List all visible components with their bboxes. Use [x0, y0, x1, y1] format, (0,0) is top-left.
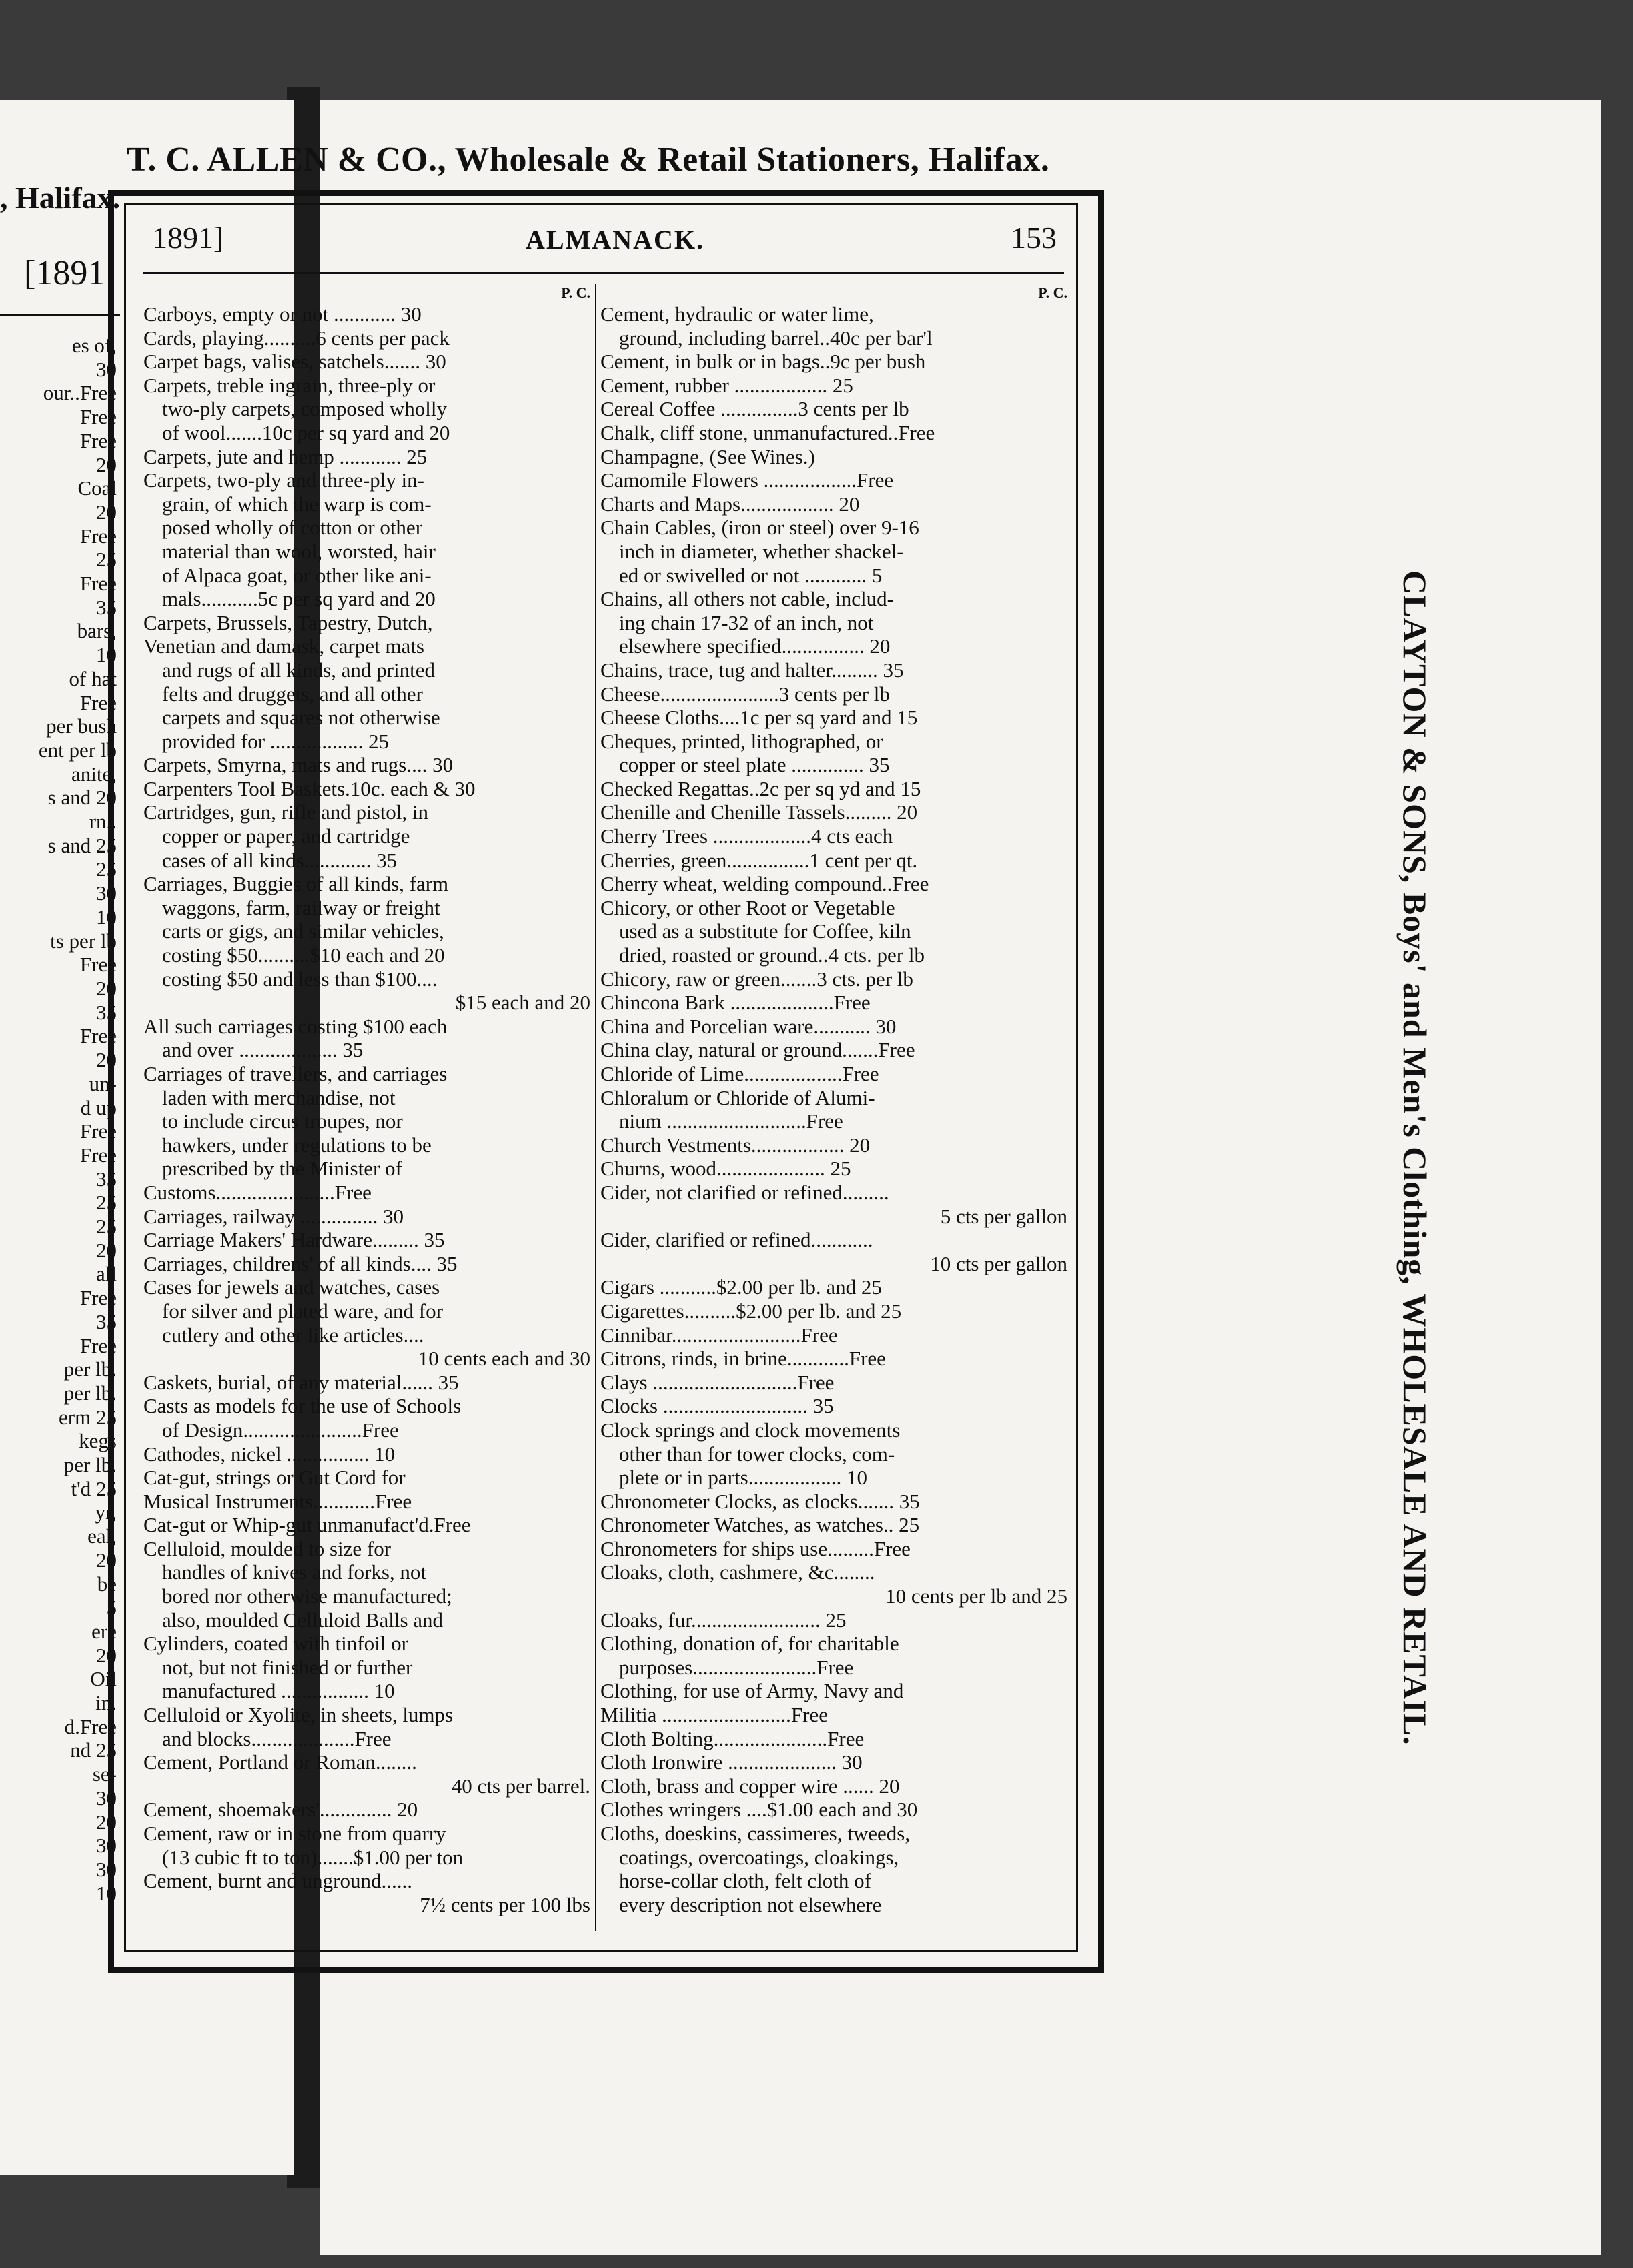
tariff-line: Church Vestments.................. 20	[600, 1133, 871, 1157]
tariff-line: Cases for jewels and watches, cases	[143, 1275, 440, 1299]
tariff-line: 35	[96, 1167, 117, 1191]
tariff-line: provided for .................. 25	[162, 729, 390, 753]
tariff-line: se-	[92, 1762, 117, 1786]
tariff-line: waggons, farm, railway or freight	[162, 895, 440, 919]
tariff-line: Carriage Makers' Hardware......... 35	[143, 1228, 445, 1252]
tariff-line: Clays ............................Free	[600, 1370, 835, 1394]
tariff-line: Cement, shoemakers'.............. 20	[143, 1798, 418, 1822]
tariff-line: Chloralum or Chloride of Alumi-	[600, 1085, 875, 1109]
tariff-line: 30	[96, 1858, 117, 1881]
tariff-line: per bush	[46, 714, 117, 738]
tariff-line: un-	[89, 1071, 117, 1095]
tariff-line: Clothing, for use of Army, Navy and	[600, 1679, 904, 1703]
tariff-line: Carpenters Tool Baskets.10c. each & 30	[143, 776, 476, 800]
tariff-line: Carboys, empty or not ............ 30	[143, 302, 422, 326]
tariff-line: Cement, in bulk or in bags..9c per bush	[600, 350, 926, 374]
tariff-line: Carpets, Smyrna, mats and rugs.... 30	[143, 753, 454, 777]
tariff-line: Clothes wringers ....$1.00 each and 30	[600, 1798, 918, 1822]
tariff-line: Free	[79, 690, 117, 714]
tariff-line: Cylinders, coated with tinfoil or	[143, 1632, 408, 1656]
tariff-line: two-ply carpets, composed wholly	[162, 397, 448, 421]
tariff-line: Free	[79, 1286, 117, 1310]
tariff-line: Churns, wood..................... 25	[600, 1157, 851, 1181]
tariff-line: Cement, Portland or Roman........	[143, 1750, 417, 1774]
left-page-rule	[0, 314, 120, 316]
tariff-line: Checked Regattas..2c per sq yd and 15	[600, 776, 921, 800]
tariff-line: Chains, all others not cable, includ-	[600, 587, 894, 611]
tariff-line: copper or steel plate .............. 35	[619, 753, 890, 777]
tariff-line: copper or paper, and cartridge	[162, 824, 410, 848]
tariff-line: Cement, rubber .................. 25	[600, 373, 853, 397]
tariff-line: 10	[96, 1881, 117, 1905]
tariff-line: kegs	[79, 1429, 117, 1453]
tariff-line: per lb.	[63, 1357, 117, 1381]
tariff-line: inch in diameter, whether shackel-	[619, 539, 904, 563]
tariff-line: anite,	[71, 762, 117, 786]
tariff-line: Cigars ...........$2.00 per lb. and 25	[600, 1275, 882, 1299]
tariff-line: Musical Instruments............Free	[143, 1489, 412, 1513]
tariff-line: Cloth Bolting......................Free	[600, 1726, 865, 1750]
tariff-line: yr,	[95, 1500, 117, 1524]
tariff-line: Carpet bags, valises, satchels....... 30	[143, 350, 446, 374]
tariff-line: 10 cts per gallon	[930, 1251, 1067, 1275]
tariff-line: 30	[96, 1786, 117, 1810]
tariff-line: Cloth Ironwire ..................... 30	[600, 1750, 863, 1774]
tariff-line: not, but not finished or further	[162, 1655, 413, 1679]
tariff-line: Cathodes, nickel ................ 10	[143, 1442, 396, 1466]
tariff-line: 10 cents per lb and 25	[885, 1584, 1067, 1608]
tariff-line: Chloride of Lime...................Free	[600, 1062, 879, 1085]
tariff-line: Citrons, rinds, in brine............Free	[600, 1347, 886, 1371]
tariff-line: 25	[96, 857, 117, 881]
header-rule	[143, 272, 1064, 274]
tariff-line: other than for tower clocks, com-	[619, 1442, 895, 1466]
tariff-line: Cartridges, gun, rifle and pistol, in	[143, 800, 429, 824]
tariff-line: all	[96, 1262, 117, 1286]
tariff-line: bored nor otherwise manufactured;	[162, 1584, 452, 1608]
left-column	[143, 284, 590, 1916]
tariff-line: 5	[106, 1596, 117, 1620]
tariff-line: 25	[96, 548, 117, 572]
tariff-line: be	[97, 1572, 117, 1596]
tariff-line: 5 cts per gallon	[940, 1204, 1067, 1228]
running-head-year: 1891]	[152, 221, 224, 255]
tariff-line: nium ...........................Free	[619, 1109, 843, 1133]
tariff-line: our..Free	[43, 381, 117, 405]
tariff-line: elsewhere specified................ 20	[619, 634, 891, 658]
tariff-line: d.Free	[64, 1714, 117, 1738]
tariff-line: carpets and squares not otherwise	[162, 706, 440, 730]
tariff-line: Chicory, or other Root or Vegetable	[600, 895, 895, 919]
tariff-line: Cloths, doeskins, cassimeres, tweeds,	[600, 1822, 911, 1845]
tariff-line: Clocks ............................ 35	[600, 1394, 834, 1418]
tariff-line: hawkers, under regulations to be	[162, 1133, 432, 1157]
tariff-line: Chenille and Chenille Tassels......... 20	[600, 800, 918, 824]
tariff-line: to include circus troupes, nor	[162, 1109, 403, 1133]
tariff-line: posed wholly of cotton or other	[162, 516, 423, 540]
tariff-line: Coal	[77, 476, 117, 500]
tariff-line: cutlery and other like articles....	[162, 1323, 424, 1347]
tariff-line: 20	[96, 1810, 117, 1834]
tariff-line: cases of all kinds............. 35	[162, 848, 398, 872]
tariff-line: Free	[79, 1333, 117, 1357]
tariff-line: used as a substitute for Coffee, kiln	[619, 919, 911, 943]
tariff-line: of hat	[69, 666, 117, 690]
tariff-line: erm 25	[59, 1405, 117, 1429]
left-page-year: [1891	[24, 254, 105, 292]
tariff-line: Free	[79, 572, 117, 596]
tariff-line: material than wool, worsted, hair	[162, 539, 436, 563]
tariff-line: es of,	[71, 334, 117, 357]
tariff-line: 25	[96, 1215, 117, 1239]
tariff-line: Chronometer Clocks, as clocks....... 35	[600, 1489, 920, 1513]
tariff-line: bars,	[77, 619, 117, 643]
tariff-line: ed or swivelled or not ............ 5	[619, 563, 883, 587]
tariff-line: Caskets, burial, of any material...... 35	[143, 1370, 459, 1394]
running-head	[152, 220, 1057, 267]
tariff-line: of Alpaca goat, or other like ani-	[162, 563, 432, 587]
tariff-line: Venetian and damask, carpet mats	[143, 634, 424, 658]
column-divider	[595, 284, 596, 1931]
tariff-line: 20	[96, 1643, 117, 1667]
tariff-line: ground, including barrel..40c per bar'l	[619, 326, 933, 350]
tariff-line: Cat-gut, strings or Gut Cord for	[143, 1466, 406, 1490]
tariff-line: Carriages of travellers, and carriages	[143, 1062, 448, 1085]
tariff-line: Cement, burnt and unground......	[143, 1869, 412, 1893]
tariff-line: Free	[79, 428, 117, 452]
tariff-line: China clay, natural or ground.......Free	[600, 1038, 915, 1062]
tariff-line: 7½ cents per 100 lbs	[420, 1892, 590, 1916]
tariff-line: handles of knives and forks, not	[162, 1560, 427, 1584]
tariff-line: Chalk, cliff stone, unmanufactured..Free	[600, 420, 935, 444]
tariff-line: Cigarettes..........$2.00 per lb. and 25	[600, 1299, 902, 1323]
tariff-line: in.	[95, 1691, 117, 1715]
tariff-line: rn..	[89, 810, 117, 834]
tariff-line: 20	[96, 1238, 117, 1262]
tariff-line: Carriages, childrens' of all kinds.... 35	[143, 1251, 458, 1275]
tariff-line: grain, of which the warp is com-	[162, 492, 432, 516]
tariff-line: s and 20	[47, 786, 117, 810]
tariff-line: purposes........................Free	[619, 1655, 854, 1679]
tariff-line: Cloaks, fur......................... 25	[600, 1608, 847, 1632]
tariff-line: Oil	[90, 1667, 117, 1691]
tariff-line: per lb.	[63, 1453, 117, 1477]
tariff-line: horse-collar cloth, felt cloth of	[619, 1869, 871, 1893]
tariff-line: 20	[96, 976, 117, 1000]
running-head-title: ALMANACK.	[526, 225, 704, 255]
tariff-line: eal,	[87, 1524, 117, 1548]
left-page-text	[0, 334, 117, 1905]
tariff-line: ing chain 17-32 of an inch, not	[619, 610, 874, 634]
tariff-line: Cider, clarified or refined............	[600, 1228, 873, 1252]
page-header: T. C. ALLEN & CO., Wholesale & Retail Stationers, Halifax.	[127, 141, 1050, 179]
tariff-line: carts or gigs, and similar vehicles,	[162, 919, 444, 943]
tariff-line: Cloaks, cloth, cashmere, &c........	[600, 1560, 875, 1584]
tariff-line: ts per lb	[50, 929, 117, 953]
tariff-line: 10 cents each and 30	[418, 1347, 590, 1371]
tariff-line: Carpets, treble ingrain, three-ply or	[143, 373, 436, 397]
tariff-line: ent per lb	[38, 738, 117, 762]
tariff-line: Casts as models for the use of Schools	[143, 1394, 462, 1418]
tariff-line: Charts and Maps.................. 20	[600, 492, 860, 516]
tariff-line: Cinnibar.........................Free	[600, 1323, 838, 1347]
tariff-line: Carpets, Brussels, Tapestry, Dutch,	[143, 610, 433, 634]
tariff-line: Cat-gut or Whip-gut unmanufact'd.Free	[143, 1513, 471, 1537]
tariff-line: 10	[96, 643, 117, 667]
tariff-line: also, moulded Celluloid Balls and	[162, 1608, 444, 1632]
tariff-line: 20	[96, 452, 117, 476]
tariff-line: Chain Cables, (iron or steel) over 9-16	[600, 516, 919, 540]
tariff-line: Free	[79, 405, 117, 429]
tariff-line: for silver and plated ware, and for	[162, 1299, 443, 1323]
tariff-line: ere	[91, 1619, 117, 1643]
tariff-line: and rugs of all kinds, and printed	[162, 658, 435, 682]
pc-heading-right: P. C.	[1038, 284, 1067, 301]
tariff-line: Cloth, brass and copper wire ...... 20	[600, 1774, 900, 1798]
tariff-line: (13 cubic ft to ton).......$1.00 per ton	[162, 1845, 464, 1869]
tariff-line: costing $50..........$10 each and 20	[162, 943, 445, 967]
tariff-line: $15 each and 20	[455, 991, 590, 1015]
tariff-line: Cereal Coffee ...............3 cents per lb	[600, 397, 909, 421]
tariff-line: Chincona Bark ....................Free	[600, 991, 871, 1015]
tariff-line: 10	[96, 905, 117, 929]
tariff-line: mals...........5c per sq yard and 20	[162, 587, 436, 611]
tariff-line: 20	[96, 1048, 117, 1072]
tariff-line: Cheques, printed, lithographed, or	[600, 729, 883, 753]
tariff-line: of wool.......10c per sq yard and 20	[162, 420, 450, 444]
tariff-line: Chains, trace, tug and halter......... 35	[600, 658, 904, 682]
tariff-line: Carpets, two-ply and three-ply in-	[143, 468, 424, 492]
tariff-line: 35	[96, 595, 117, 619]
tariff-line: prescribed by the Minister of	[162, 1157, 402, 1181]
tariff-line: Cider, not clarified or refined.........	[600, 1180, 889, 1204]
tariff-line: 25	[96, 1191, 117, 1215]
tariff-line: Celluloid or Xyolite, in sheets, lumps	[143, 1703, 454, 1727]
tariff-line: Cheese Cloths....1c per sq yard and 15	[600, 706, 918, 730]
tariff-line: Clothing, donation of, for charitable	[600, 1632, 899, 1656]
tariff-line: 30	[96, 881, 117, 905]
tariff-line: Clock springs and clock movements	[600, 1418, 901, 1442]
tariff-line: Cards, playing..........6 cents per pack	[143, 326, 450, 350]
tariff-line: laden with merchandise, not	[162, 1085, 396, 1109]
tariff-line: t'd 25	[71, 1476, 117, 1500]
tariff-line: 20	[96, 1548, 117, 1572]
tariff-line: manufactured ................. 10	[162, 1679, 395, 1703]
tariff-line: Chicory, raw or green.......3 cts. per lb	[600, 967, 913, 991]
tariff-line: Free	[79, 1119, 117, 1143]
tariff-line: Free	[79, 1143, 117, 1167]
tariff-line: Camomile Flowers ..................Free	[600, 468, 894, 492]
tariff-line: Carpets, jute and hemp ............ 25	[143, 444, 428, 468]
tariff-line: and over ................... 35	[162, 1038, 364, 1062]
tariff-line: Cement, hydraulic or water lime,	[600, 302, 874, 326]
tariff-line: of Design.......................Free	[162, 1418, 399, 1442]
tariff-line: coatings, overcoatings, cloakings,	[619, 1845, 899, 1869]
tariff-line: Chronometers for ships use.........Free	[600, 1536, 911, 1560]
tariff-line: 20	[96, 500, 117, 524]
left-page-header: , Halifax.	[0, 181, 121, 215]
tariff-line: Free	[79, 953, 117, 977]
tariff-line: felts and druggets, and all other	[162, 682, 423, 706]
pc-heading-left: P. C.	[561, 284, 590, 301]
side-advertisement: CLAYTON & SONS, Boys' and Men's Clothing, WHOLESALE AND RETAIL.	[1396, 570, 1434, 1746]
tariff-line: All such carriages costing $100 each	[143, 1014, 448, 1038]
tariff-line: Carriages, railway ............... 30	[143, 1204, 404, 1228]
tariff-line: and blocks....................Free	[162, 1726, 392, 1750]
tariff-line: dried, roasted or ground..4 cts. per lb	[619, 943, 925, 967]
tariff-line: per lb.	[63, 1381, 117, 1405]
tariff-line: Free	[79, 524, 117, 548]
tariff-line: plete or in parts.................. 10	[619, 1466, 867, 1490]
tariff-line: China and Porcelian ware........... 30	[600, 1014, 897, 1038]
page-number: 153	[1011, 221, 1057, 255]
tariff-line: nd 25	[70, 1738, 117, 1762]
tariff-line: Carriages, Buggies of all kinds, farm	[143, 872, 449, 896]
tariff-line: 30	[96, 1834, 117, 1858]
tariff-line: Cherries, green................1 cent per qt.	[600, 848, 918, 872]
tariff-line: 40 cts per barrel.	[451, 1774, 590, 1798]
tariff-line: Cheese.......................3 cents per lb	[600, 682, 890, 706]
tariff-line: Militia .........................Free	[600, 1703, 828, 1727]
tariff-line: Free	[79, 1024, 117, 1048]
tariff-line: Cement, raw or in stone from quarry	[143, 1822, 446, 1845]
tariff-line: Celluloid, moulded to size for	[143, 1536, 392, 1560]
tariff-line: Cherry wheat, welding compound..Free	[600, 872, 929, 896]
tariff-line: 30	[96, 357, 117, 381]
tariff-line: 35	[96, 1309, 117, 1333]
tariff-line: Cherry Trees ...................4 cts each	[600, 824, 893, 848]
right-column	[600, 284, 1067, 1916]
tariff-line: 35	[96, 1000, 117, 1024]
tariff-line: Champagne, (See Wines.)	[600, 444, 815, 468]
tariff-line: s and 25	[47, 833, 117, 857]
tariff-line: d up	[80, 1095, 117, 1119]
tariff-line: Chronometer Watches, as watches.. 25	[600, 1513, 920, 1537]
tariff-line: costing $50 and less than $100....	[162, 967, 438, 991]
tariff-line: every description not elsewhere	[619, 1892, 882, 1916]
tariff-line: Customs.......................Free	[143, 1180, 372, 1204]
